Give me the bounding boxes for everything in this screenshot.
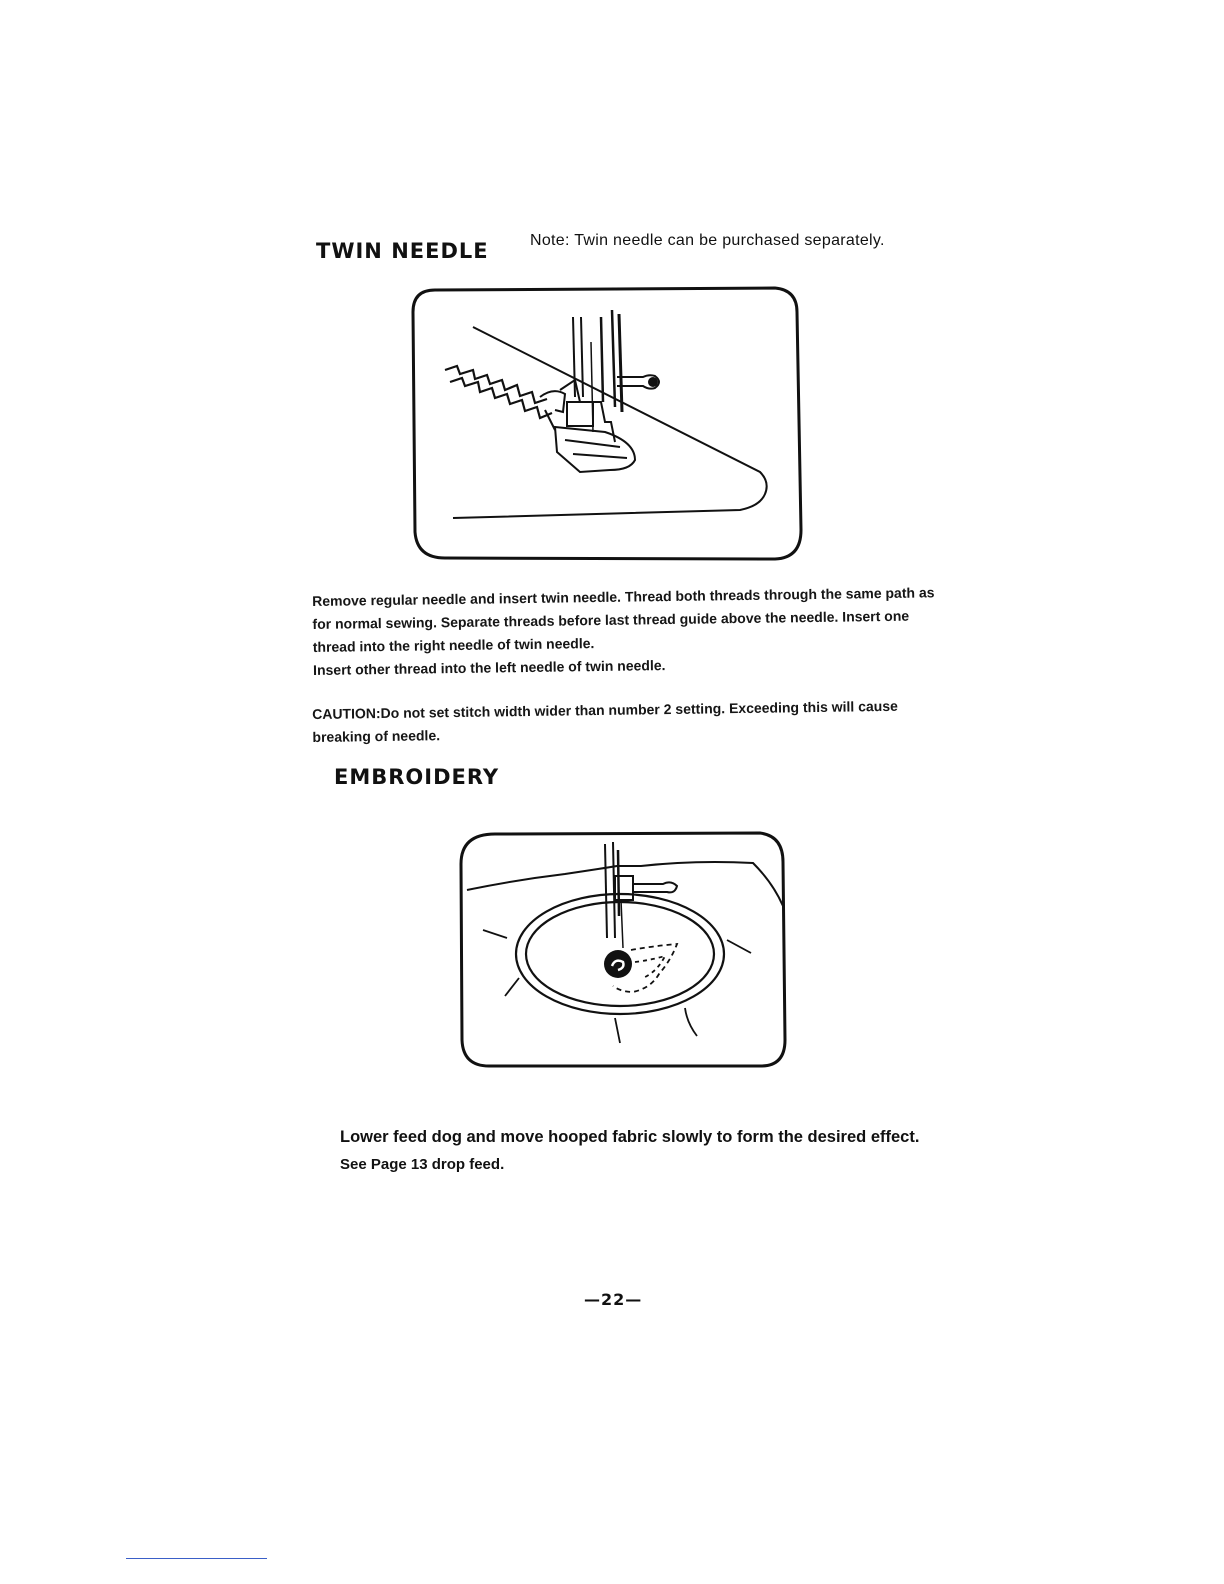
- page-number: —22—: [584, 1290, 643, 1309]
- twin-needle-note: Note: Twin needle can be purchased separately.: [530, 232, 885, 249]
- embroidery-instruction-line: Lower feed dog and move hooped fabric slowly to form the desired effect.: [340, 1128, 920, 1146]
- instruction-paragraph: Insert other thread into the left needle of twin needle.: [313, 657, 666, 678]
- twin-needle-heading: TWIN NEEDLE: [316, 239, 489, 263]
- embroidery-instruction: [340, 1124, 919, 1178]
- instruction-paragraph: Remove regular needle and insert twin needle. Thread both threads through the same path as for normal sewing. Separate threads before last thread guide above the needle. Insert one thread into the right needle of twin needle.: [312, 584, 935, 655]
- twin-needle-instructions: [312, 581, 943, 682]
- twin-needle-presser-foot-illustration: [405, 282, 810, 567]
- caution-text: CAUTION:Do not set stitch width wider than number 2 setting. Exceeding this will cause breaking of needle.: [312, 697, 898, 745]
- embroidery-heading: EMBROIDERY: [334, 765, 500, 789]
- embroidery-reference-line: See Page 13 drop feed.: [340, 1156, 505, 1173]
- embroidery-hoop-illustration: [455, 828, 790, 1073]
- bottom-divider: [126, 1558, 267, 1559]
